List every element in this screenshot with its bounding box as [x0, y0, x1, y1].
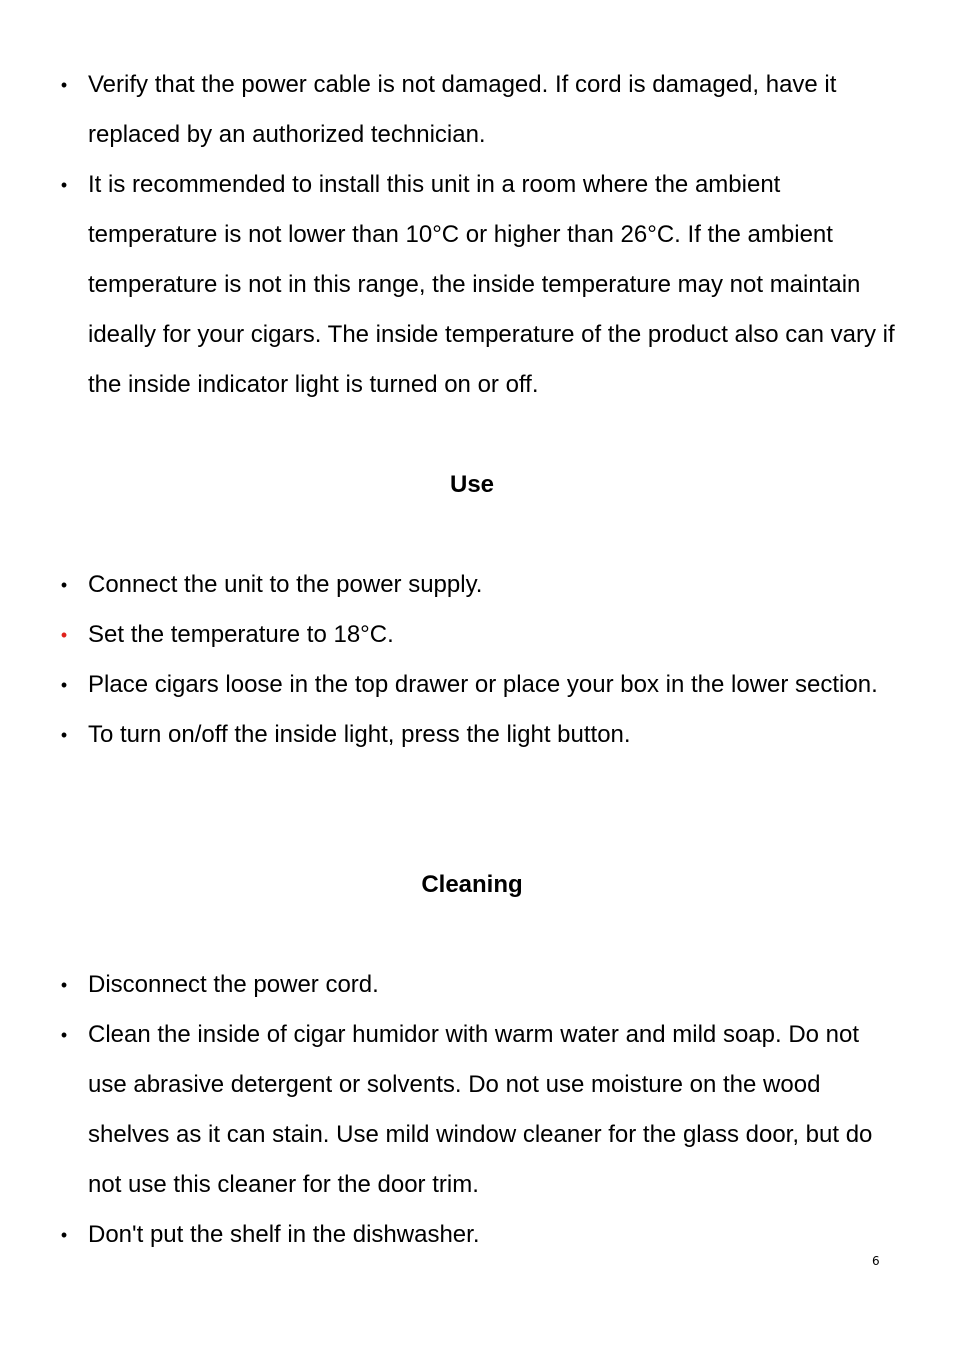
red-bullet-icon: •	[60, 625, 68, 645]
cleaning-section-heading: Cleaning	[421, 871, 523, 898]
list-item	[0, 60, 898, 160]
list-item	[0, 1010, 898, 1210]
use-section-heading: Use	[449, 471, 495, 498]
list-item-text: It is recommended to install this unit in a room where the ambient temperature is not lower than 10°C or higher than 26°C. If the ambient temperature is not in this range, the inside temperature may not maintain ideally for your cigars. The inside temperature of the product also can vary if the inside indicator light is turned on or off.	[88, 171, 895, 398]
list-item-text: To turn on/off the inside light, press the light button.	[88, 721, 631, 748]
bullet-icon: •	[60, 1025, 68, 1045]
list-item	[0, 960, 898, 1010]
list-item-text: Don't put the shelf in the dishwasher.	[88, 1221, 480, 1248]
list-item-text: Clean the inside of cigar humidor with warm water and mild soap. Do not use abrasive detergent or solvents. Do not use moisture on the wood shelves as it can stain. Use mild window cleaner for the glass door, but do not use this cleaner for the door trim.	[88, 1021, 873, 1198]
bullet-icon: •	[60, 175, 68, 195]
list-item-text: Verify that the power cable is not damaged. If cord is damaged, have it replaced by an authorized technician.	[88, 71, 837, 148]
list-item	[0, 160, 898, 410]
list-item	[0, 610, 898, 660]
bullet-icon: •	[60, 575, 68, 595]
use-bullet-list	[0, 560, 898, 760]
list-item	[0, 560, 898, 610]
list-item	[0, 660, 898, 710]
intro-bullet-list	[0, 60, 898, 410]
list-item-text: Place cigars loose in the top drawer or place your box in the lower section.	[88, 671, 878, 698]
list-item-text: Set the temperature to 18°C.	[88, 621, 394, 648]
bullet-icon: •	[60, 725, 68, 745]
list-item-text: Connect the unit to the power supply.	[88, 571, 483, 598]
bullet-icon: •	[60, 75, 68, 95]
list-item-text: Disconnect the power cord.	[88, 971, 379, 998]
bullet-icon: •	[60, 1225, 68, 1245]
list-item	[0, 710, 898, 760]
cleaning-bullet-list	[0, 960, 898, 1260]
list-item	[0, 1210, 898, 1260]
bullet-icon: •	[60, 675, 68, 695]
bullet-icon: •	[60, 975, 68, 995]
page-number: 6	[872, 1254, 880, 1268]
